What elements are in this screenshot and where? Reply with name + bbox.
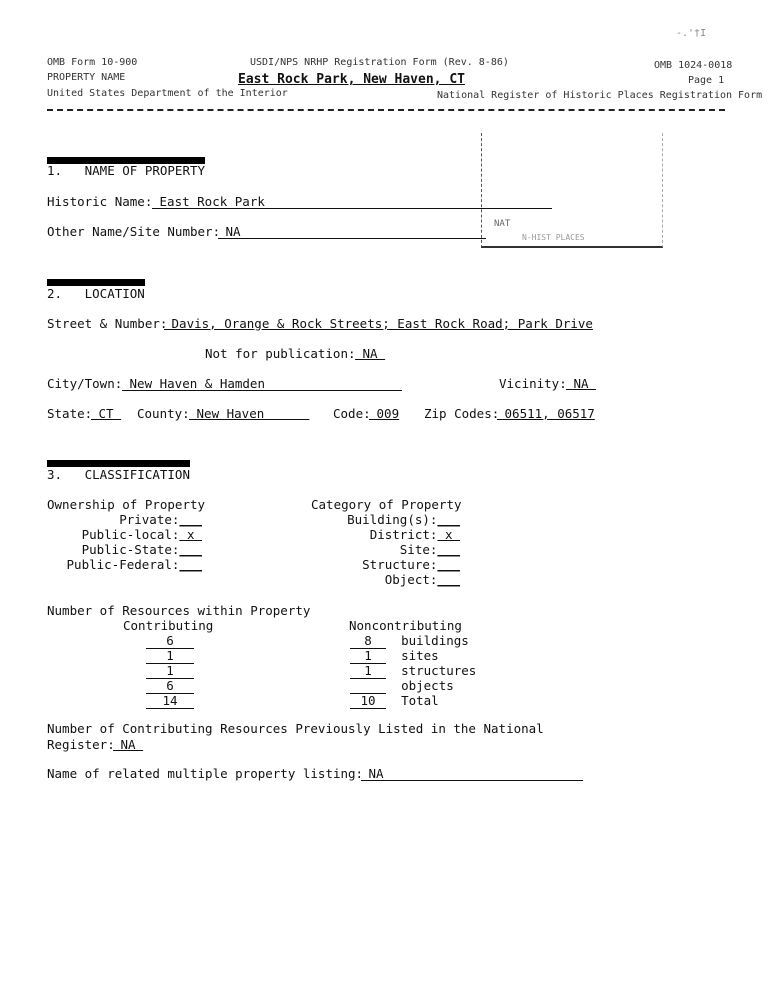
- form-number: OMB Form 10-900: [47, 57, 138, 68]
- noncontributing-count: 8: [350, 633, 386, 649]
- publication-value: NA: [355, 346, 386, 361]
- ownership-value: ___: [179, 542, 202, 557]
- ownership-value: ___: [179, 512, 202, 527]
- category-value: ___: [437, 557, 460, 572]
- related-listing-line: [361, 780, 583, 781]
- resources-heading: Number of Resources within Property: [47, 603, 311, 618]
- ownership-label: Public-State:: [81, 542, 180, 557]
- category-list: [300, 512, 460, 587]
- ownership-list: [47, 512, 202, 572]
- ownership-row: [47, 512, 202, 527]
- category-label: Object:: [384, 572, 438, 587]
- category-value: x: [437, 527, 460, 542]
- contributing-count: 1: [146, 648, 194, 664]
- form-title: USDI/NPS NRHP Registration Form (Rev. 8-86): [250, 57, 509, 68]
- ownership-row: [47, 557, 202, 572]
- county-value: New Haven: [189, 406, 310, 421]
- stamp-text: NAT: [494, 219, 511, 229]
- noncontributing-count: 1: [350, 663, 386, 679]
- property-title: East Rock Park, New Haven, CT: [238, 72, 465, 87]
- vicinity-label: Vicinity:: [499, 376, 567, 391]
- city-line: [122, 390, 402, 391]
- category-label: Building(s):: [347, 512, 438, 527]
- category-label: Site:: [399, 542, 438, 557]
- previously-listed-text: Number of Contributing Resources Previously Listed in the National: [47, 721, 544, 736]
- resource-type: sites: [401, 648, 439, 663]
- related-listing-value: NA: [361, 766, 384, 781]
- ownership-label: Public-Federal:: [66, 557, 180, 572]
- contributing-count: 6: [146, 678, 194, 694]
- noncontributing-count: [350, 678, 386, 694]
- register-label: Register:: [47, 737, 115, 752]
- related-listing-label: Name of related multiple property listing:: [47, 766, 364, 781]
- other-name-label: Other Name/Site Number:: [47, 224, 221, 239]
- section-1-heading: 1. NAME OF PROPERTY: [47, 163, 206, 178]
- ownership-label: Public-local:: [81, 527, 180, 542]
- vicinity-value: NA: [566, 376, 597, 391]
- historic-name-line: [152, 208, 552, 209]
- other-name-line: [218, 238, 486, 239]
- ownership-heading: Ownership of Property: [47, 497, 206, 512]
- ownership-row: [47, 542, 202, 557]
- category-row: [300, 572, 460, 587]
- category-label: Structure:: [362, 557, 438, 572]
- ownership-value: x: [179, 527, 202, 542]
- section-3-bar: [47, 460, 190, 467]
- corner-mark: -.'†Ι: [676, 28, 707, 39]
- section-3-heading: 3. CLASSIFICATION: [47, 467, 190, 482]
- street-label: Street & Number:: [47, 316, 168, 331]
- city-value: New Haven & Hamden: [122, 376, 265, 391]
- code-label: Code:: [333, 406, 371, 421]
- contributing-count: 14: [146, 693, 194, 709]
- omb-number: OMB 1024-0018: [654, 60, 733, 71]
- section-2-bar: [47, 279, 145, 286]
- ownership-value: ___: [179, 557, 202, 572]
- ownership-row: [47, 527, 202, 542]
- register-value: NA: [113, 737, 144, 752]
- street-value: Davis, Orange & Rock Streets; East Rock Road; Park Drive: [164, 316, 593, 331]
- header-divider: [47, 109, 725, 111]
- resource-type: Total: [401, 693, 439, 708]
- city-label: City/Town:: [47, 376, 123, 391]
- state-label: State:: [47, 406, 93, 421]
- zip-label: Zip Codes:: [424, 406, 500, 421]
- category-row: [300, 542, 460, 557]
- category-value: ___: [437, 512, 460, 527]
- ownership-label: Private:: [119, 512, 180, 527]
- page-number: Page 1: [688, 75, 725, 86]
- noncontributing-heading: Noncontributing: [349, 618, 462, 633]
- zip-value: 06511, 06517: [497, 406, 595, 421]
- section-2-heading: 2. LOCATION: [47, 286, 145, 301]
- publication-label: Not for publication:: [205, 346, 356, 361]
- contributing-count: 1: [146, 663, 194, 679]
- resource-type: structures: [401, 663, 477, 678]
- category-heading: Category of Property: [311, 497, 462, 512]
- historic-name-label: Historic Name:: [47, 194, 153, 209]
- department-label: United States Department of the Interior: [47, 88, 288, 99]
- register-label: National Register of Historic Places Registration Form: [437, 90, 763, 101]
- property-name-label: PROPERTY NAME: [47, 72, 126, 83]
- contributing-count: 6: [146, 633, 194, 649]
- noncontributing-count: 10: [350, 693, 386, 709]
- resource-type: buildings: [401, 633, 469, 648]
- county-label: County:: [137, 406, 190, 421]
- category-row: [300, 512, 460, 527]
- contributing-column: [146, 633, 194, 708]
- noncontributing-count: 1: [350, 648, 386, 664]
- state-value: CT: [91, 406, 122, 421]
- category-value: ___: [437, 572, 460, 587]
- contributing-heading: Contributing: [123, 618, 214, 633]
- category-row: [300, 527, 460, 542]
- category-label: District:: [369, 527, 438, 542]
- noncontributing-column: [350, 633, 476, 708]
- receipt-stamp-box: [481, 133, 663, 248]
- code-value: 009: [369, 406, 400, 421]
- category-value: ___: [437, 542, 460, 557]
- stamp-text-2: N-HIST PLACES: [522, 233, 585, 242]
- category-row: [300, 557, 460, 572]
- other-name-value: NA: [218, 224, 241, 239]
- historic-name-value: East Rock Park: [152, 194, 265, 209]
- resource-type: objects: [401, 678, 454, 693]
